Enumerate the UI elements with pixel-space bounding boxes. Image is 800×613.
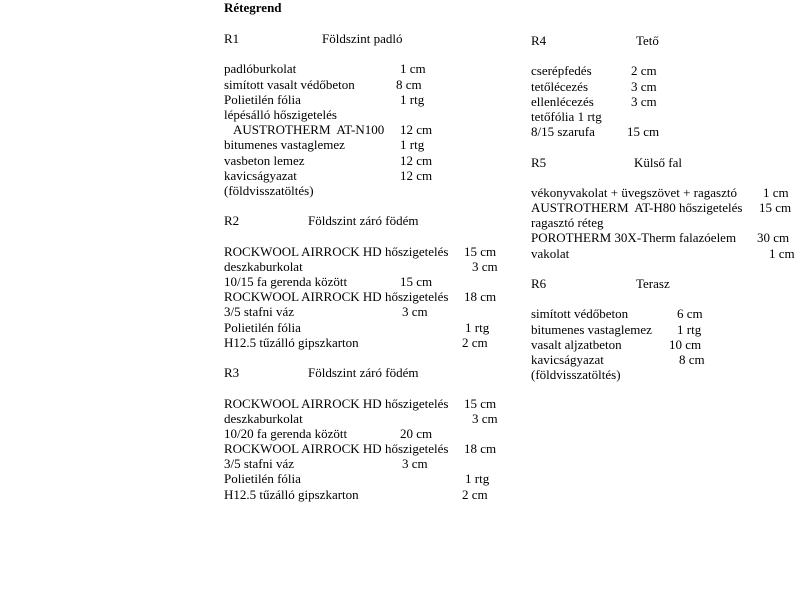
layer-row (224, 426, 514, 441)
section-header (531, 155, 793, 170)
layer-thickness: 1 rtg (677, 321, 702, 337)
layer-material: 8/15 szarufa (531, 124, 595, 140)
layer-row (531, 124, 793, 139)
layer-row (224, 487, 514, 502)
layer-thickness: 1 cm (400, 61, 426, 77)
layer-material: bitumenes vastaglemez (531, 321, 652, 337)
layer-thickness: 15 cm (464, 243, 497, 259)
layer-row (531, 246, 793, 261)
layer-row (224, 107, 514, 122)
layer-row (224, 289, 514, 304)
layer-row (224, 122, 514, 137)
section-header (531, 33, 793, 48)
layer-material: Polietilén fólia (224, 319, 301, 335)
layer-row (531, 352, 793, 367)
layer-row (224, 77, 514, 92)
layer-material: padlóburkolat (224, 61, 297, 77)
layer-thickness: 15 cm (759, 200, 792, 216)
layer-section-r4 (531, 33, 793, 139)
layer-row (224, 304, 514, 319)
layer-thickness: 15 cm (464, 395, 497, 411)
section-code: R4 (531, 33, 547, 48)
layer-row (531, 109, 793, 124)
layer-material: simított védőbeton (531, 306, 629, 322)
layer-material: vakolat (531, 245, 570, 261)
layer-thickness: 3 cm (631, 93, 657, 109)
layer-row (224, 259, 514, 274)
layer-material: kavicságyazat (224, 167, 297, 183)
layer-row (224, 153, 514, 168)
layer-material: vasalt aljzatbeton (531, 336, 622, 352)
layer-thickness: 30 cm (757, 230, 790, 246)
layer-thickness: 15 cm (627, 124, 660, 140)
layer-material: simított vasalt védőbeton (224, 76, 355, 92)
layer-material: bitumenes vastaglemez (224, 137, 345, 153)
section-name: Földszint záró födém (308, 213, 419, 229)
layer-row (531, 322, 793, 337)
layer-row (224, 137, 514, 152)
layer-material: cserépfedés (531, 63, 592, 79)
layer-thickness: 1 rtg (400, 137, 425, 153)
layer-thickness: 1 rtg (465, 319, 490, 335)
layer-material: AUSTROTHERM AT-N100 (224, 122, 385, 138)
layer-row (531, 185, 793, 200)
section-name: Külső fal (634, 154, 683, 170)
layer-thickness: 2 cm (462, 334, 488, 350)
layer-row (531, 367, 793, 382)
layer-section-r5 (531, 155, 793, 261)
layer-row (531, 200, 793, 215)
layer-material: (földvisszatöltés) (224, 182, 314, 198)
layer-row (224, 183, 514, 198)
layer-row (224, 396, 514, 411)
layer-material: vékonyvakolat + üvegszövet + ragasztó (531, 184, 737, 200)
layer-material: Polietilén fólia (224, 91, 301, 107)
section-code: R5 (531, 154, 547, 170)
section-code: R2 (224, 213, 240, 229)
layer-row (531, 230, 793, 245)
layer-material: ellenlécezés (531, 93, 594, 109)
layer-material: (földvisszatöltés) (531, 367, 621, 383)
section-name: Tető (636, 33, 659, 48)
section-name: Földszint padló (322, 31, 403, 46)
layer-thickness: 1 rtg (465, 471, 490, 487)
layer-row (224, 168, 514, 183)
section-header (224, 213, 514, 228)
layer-material: ROCKWOOL AIRROCK HD hőszigetelés (224, 395, 449, 411)
layer-thickness: 2 cm (631, 63, 657, 79)
layer-material: vasbeton lemez (224, 152, 305, 168)
layer-thickness: 6 cm (677, 306, 703, 322)
layer-thickness: 18 cm (464, 289, 497, 305)
layer-thickness: 12 cm (400, 152, 433, 168)
section-code: R3 (224, 365, 240, 381)
layer-material: AUSTROTHERM AT-H80 hőszigetelés (531, 200, 743, 216)
layer-row (531, 337, 793, 352)
layer-thickness: 3 cm (402, 456, 428, 472)
layer-row (224, 244, 514, 259)
layer-thickness: 12 cm (400, 167, 433, 183)
layer-material: 3/5 stafni váz (224, 304, 295, 320)
layer-material: ragasztó réteg (531, 215, 604, 231)
layer-row (224, 92, 514, 107)
layer-thickness: 12 cm (400, 122, 433, 138)
section-header (224, 365, 514, 380)
layer-section-r1 (224, 31, 514, 198)
layer-material: ROCKWOOL AIRROCK HD hőszigetelés (224, 243, 449, 259)
layer-row (224, 61, 514, 76)
layer-row (224, 456, 514, 471)
layer-row (224, 441, 514, 456)
layer-row (531, 94, 793, 109)
section-code: R6 (531, 276, 547, 291)
section-code: R1 (224, 31, 240, 46)
section-name: Földszint záró födém (308, 365, 419, 381)
section-header (224, 31, 514, 46)
document-title: Rétegrend (224, 0, 282, 15)
layer-row (531, 306, 793, 321)
layer-material: lépésálló hőszigetelés (224, 106, 337, 122)
layer-thickness: 2 cm (462, 486, 488, 502)
layer-thickness: 8 cm (396, 76, 422, 92)
layer-thickness: 1 rtg (400, 91, 425, 107)
layer-row (224, 471, 514, 486)
layer-material: ROCKWOOL AIRROCK HD hőszigetelés (224, 441, 449, 457)
layer-row (531, 215, 793, 230)
layer-row (224, 411, 514, 426)
layer-thickness: 18 cm (464, 441, 497, 457)
layer-material: H12.5 tűzálló gipszkarton (224, 334, 359, 350)
layer-thickness: 1 cm (763, 184, 789, 200)
layer-material: 3/5 stafni váz (224, 456, 295, 472)
layer-material: deszkaburkolat (224, 258, 303, 274)
section-name: Terasz (636, 276, 670, 291)
layer-material: 10/20 fa gerenda között (224, 425, 348, 441)
layer-section-r3 (224, 365, 514, 502)
layer-section-r6 (531, 276, 793, 382)
layer-row (224, 320, 514, 335)
layer-material: H12.5 tűzálló gipszkarton (224, 486, 359, 502)
layer-material: tetőfólia 1 rtg (531, 108, 602, 124)
layer-section-r2 (224, 213, 514, 350)
layer-thickness: 15 cm (400, 274, 433, 289)
layer-thickness: 3 cm (402, 304, 428, 320)
layer-thickness: 8 cm (679, 351, 705, 367)
layer-thickness: 10 cm (669, 336, 702, 352)
layer-row (531, 79, 793, 94)
layer-material: kavicságyazat (531, 351, 604, 367)
layer-thickness: 1 cm (769, 245, 795, 261)
layer-material: tetőlécezés (531, 78, 589, 94)
layer-material: deszkaburkolat (224, 410, 303, 426)
layer-row (531, 63, 793, 78)
layer-thickness: 3 cm (472, 410, 498, 426)
section-header (531, 276, 793, 291)
left-column (224, 31, 514, 502)
layer-thickness: 3 cm (631, 78, 657, 94)
layer-material: Polietilén fólia (224, 471, 301, 487)
layer-thickness: 3 cm (472, 258, 498, 274)
right-column (531, 33, 793, 382)
layer-thickness: 20 cm (400, 425, 433, 441)
layer-material: POROTHERM 30X-Therm falazóelem (531, 230, 737, 246)
layer-material: ROCKWOOL AIRROCK HD hőszigetelés (224, 289, 449, 305)
layer-row (224, 274, 514, 289)
layer-material: 10/15 fa gerenda között (224, 274, 348, 289)
layer-row (224, 335, 514, 350)
